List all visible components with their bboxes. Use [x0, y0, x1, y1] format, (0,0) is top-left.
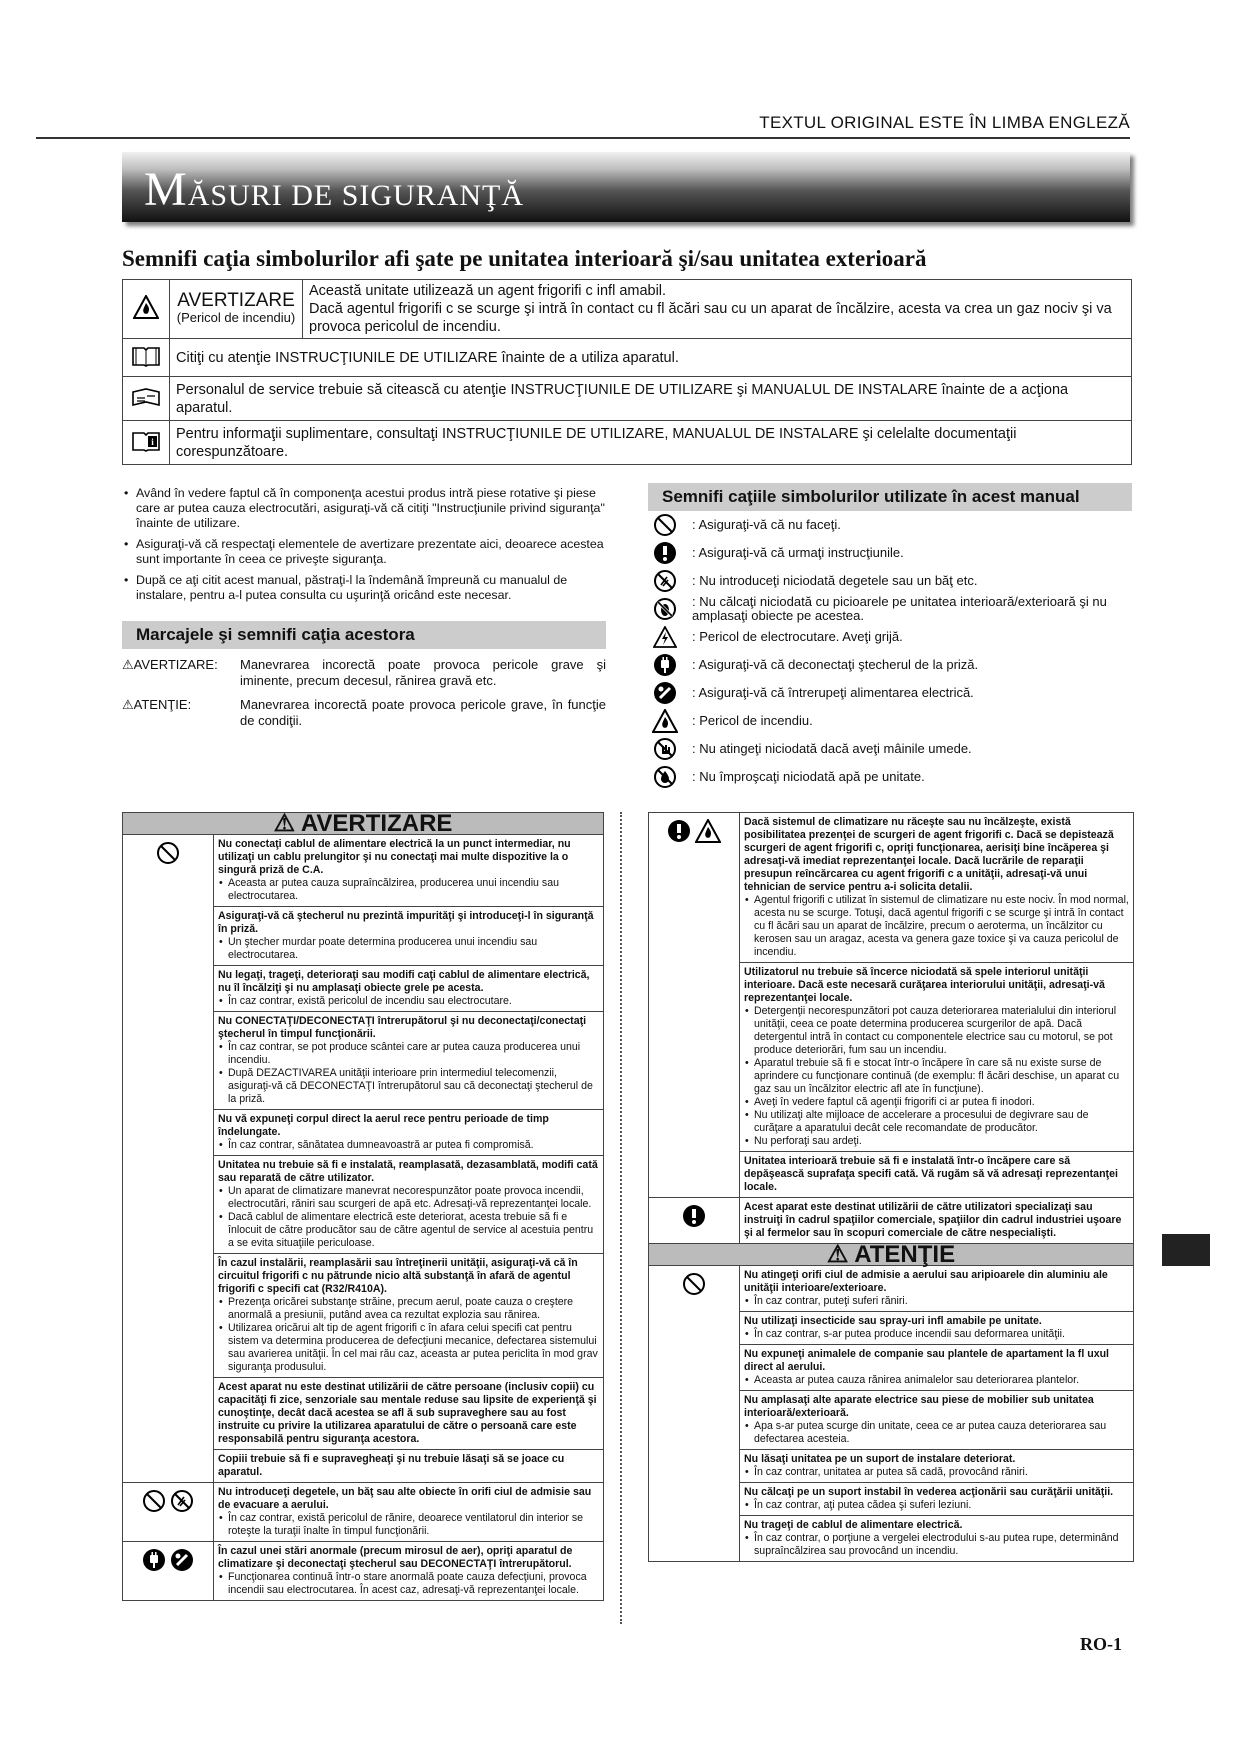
item-detail: • Aceasta ar putea cauza supraîncălzirea, producerea unui incendiu sau electrocutarea. — [218, 877, 599, 903]
manual-symbol-text: : Nu împroşcaţi niciodată apă pe unitate. — [692, 769, 925, 784]
item-heading: Acest aparat nu este destinat utilizării de către persoane (inclusiv copii) cu capacităţi fi zice, senzoriale sau mentale reduse sau lipsite de experienţă şi cunoştinţe, decât dacă acestea se afl ă sub supraveghere sau au fost instruite cu privire la utilizarea aparatului de către o persoană care este responsabilă pentru siguranţa acestora. — [218, 1381, 597, 1445]
electric-shock-icon — [648, 626, 682, 648]
power-off-icon — [170, 1548, 194, 1600]
fire-hazard-icon — [133, 295, 159, 319]
item-heading: Nu utilizaţi insecticide sau spray-uri infl amabile pe unitate. — [744, 1315, 1042, 1327]
table-item — [214, 1377, 603, 1449]
symbols-table — [122, 279, 1132, 465]
table-group — [649, 813, 1133, 1197]
manual-symbol-text: : Nu introduceţi niciodată degetele sau un băţ etc. — [692, 573, 978, 588]
item-heading: În cazul unei stări anormale (precum mirosul de aer), opriţi aparatul de climatizare şi deconectaţi ştecherul sau DECONECTAŢI întrerupătorul. — [218, 1545, 573, 1570]
group-content — [214, 835, 603, 1482]
mandatory-icon — [667, 819, 691, 1197]
item-heading: Nu conectaţi cablul de alimentare electrică la un punct intermediar, nu utilizaţi un cablu prelungitor şi nu conectaţi mai multe dispozitive la o singură priză de C.A. — [218, 838, 571, 876]
fire-hazard-icon — [695, 819, 721, 1197]
warning-label: AVERTIZARE — [177, 290, 295, 311]
table-item — [214, 1253, 603, 1377]
table-item — [740, 813, 1133, 962]
symbols-row-icon-cell — [123, 377, 170, 421]
item-heading: Nu legaţi, trageţi, deterioraţi sau modifi caţi cablul de alimentare electrică, nu îl încălziţi şi nu amplasaţi obiecte grele pe acesta. — [218, 969, 590, 994]
table-group — [649, 1197, 1133, 1243]
manual-symbol-text: : Asiguraţi-vă că nu faceţi. — [692, 517, 841, 532]
info-manual-icon — [131, 429, 161, 453]
fire-hazard-icon — [648, 709, 682, 733]
table-item — [740, 1449, 1133, 1482]
group-content — [214, 1483, 603, 1541]
power-off-icon — [648, 681, 682, 705]
symbols-row-info — [123, 421, 1132, 465]
item-heading: Nu atingeţi orifi ciul de admisie a aerului sau aripioarele din aluminiu ale unităţii interioare/exterioare. — [744, 1269, 1108, 1294]
group-icons — [123, 1483, 214, 1541]
table-item — [740, 1515, 1133, 1561]
table-item — [740, 1151, 1133, 1197]
table-item — [214, 1109, 603, 1155]
item-detail: • Detergenţii necorespunzători pot cauza deteriorarea materialului din interiorul unităţii, ceea ce poate determina producerea scurgerilor de apă. Dacă detergentul intră în contact cu componentele electrice sau cu motorul, se pot produce deteriorări, fum sau un incendiu. — [744, 1005, 1129, 1057]
item-detail: • Nu utilizaţi alte mijloace de accelerare a procesului de degivrare sau de curăţare a aparatului decât cele recomandate de producător. — [744, 1109, 1129, 1135]
group-content — [740, 1266, 1133, 1561]
mandatory-icon — [682, 1204, 706, 1243]
item-detail: • Dacă cablul de alimentare electrică este deteriorat, acesta trebuie să fi e înlocuit de către producător sau de către agentul de service al acestuia pentru a se evita situaţiile periculoase. — [218, 1211, 599, 1250]
no-wet-hands-icon — [648, 737, 682, 761]
page-side-tab — [1162, 1234, 1210, 1266]
item-detail: • În caz contrar, unitatea ar putea să cadă, provocând răniri. — [744, 1466, 1129, 1479]
item-detail: • În caz contrar, o porţiune a vergelei electrodului s-au putea rupe, determinând supraîncălzirea sau provocând un incendiu. — [744, 1532, 1129, 1558]
unplug-icon — [648, 653, 682, 677]
manual-symbol-text: : Nu călcaţi niciodată cu picioarele pe unitatea interioară/exterioară şi nu amplasaţi obiecte pe acestea. — [692, 594, 1107, 623]
table-group — [123, 835, 603, 1482]
group-content — [740, 1198, 1133, 1243]
svg-text:i: i — [151, 436, 154, 447]
mark-text: Manevrarea incorectă poate provoca pericole grave şi iminente, precum decesul, rănirea gravă etc. — [240, 657, 606, 688]
item-detail: • În caz contrar, se pot produce scântei care ar putea cauza producerea unui incendiu. — [218, 1041, 599, 1067]
symbols-line: Dacă agentul frigorifi c se scurge şi intră în contact cu fl ăcări sau cu un aparat de încălzire, acesta va crea un gaz nociv şi va provoca pericolul de incendiu. — [309, 301, 1112, 335]
manual-symbol-text: : Asiguraţi-vă că întrerupeţi alimentarea electrică. — [692, 685, 974, 700]
manual-symbol-row — [648, 651, 1132, 679]
table-group — [649, 1266, 1133, 1561]
table-item — [214, 1483, 603, 1541]
item-heading: Nu vă expuneţi corpul direct la aerul rece pentru perioade de timp îndelungate. — [218, 1113, 549, 1138]
item-detail: • Aparatul trebuie să fi e stocat într-o încăpere în care să nu existe surse de aprindere cu funcţionare continuă (de exemplu: fl ăcări deschise, un aparat cu gaz sau un încălzitor electric afl ate în funcţiune). — [744, 1057, 1129, 1096]
symbols-section-title: Semnifi caţia simbolurilor afi şate pe unitatea interioară şi/sau unitatea exterioară — [122, 246, 927, 271]
manual-symbol-row — [648, 707, 1132, 735]
symbols-row-text: Personalul de service trebuie să citească cu atenţie INSTRUCŢIUNILE DE UTILIZARE şi MANUALUL DE INSTALARE înainte de a acţiona aparatul. — [170, 377, 1132, 421]
page-number: RO-1 — [1080, 1634, 1122, 1654]
table-group — [123, 1541, 603, 1600]
manual-symbol-row — [648, 511, 1132, 539]
original-language-note: TEXTUL ORIGINAL ESTE ÎN LIMBA ENGLEZĂ — [759, 113, 1130, 132]
table-item — [214, 1449, 603, 1482]
item-detail: • Apa s-ar putea scurge din unitate, ceea ce ar putea cauza deteriorarea sau defectarea acesteia. — [744, 1420, 1129, 1446]
item-heading: Nu expuneţi animalele de companie sau plantele de apartament la fl uxul direct al aerului. — [744, 1348, 1109, 1373]
unplug-icon — [142, 1548, 166, 1600]
intro-bullets — [122, 486, 606, 609]
warning-table — [122, 812, 604, 1601]
mark-label: ATENŢIE: — [133, 697, 192, 712]
symbols-row-service — [123, 377, 1132, 421]
item-heading: Nu CONECTAŢI/DECONECTAŢI întrerupătorul şi nu deconectaţi/conectaţi ştecherul în timpul funcţionării. — [218, 1015, 587, 1040]
mark-label-cell — [122, 657, 240, 689]
manual-symbol-text: : Pericol de incendiu. — [692, 713, 813, 728]
caution-table-title: ATENŢIE — [854, 1241, 956, 1268]
item-detail: • Aveţi în vedere faptul că agenţii frigorifi ci ar putea fi inodori. — [744, 1096, 1129, 1109]
table-item — [214, 1542, 603, 1600]
item-detail: • Un ştecher murdar poate determina producerea unui incendiu sau electrocutarea. — [218, 936, 599, 962]
mark-row-caution — [122, 697, 606, 729]
symbols-row-icon-cell — [123, 280, 170, 339]
manual-symbols-title: Semnifi caţiile simbolurilor utilizate în acest manual — [648, 483, 1132, 511]
table-item — [740, 1482, 1133, 1515]
table-item — [214, 1155, 603, 1253]
warning-triangle-icon: ⚠ — [826, 1241, 855, 1268]
item-heading: Asiguraţi-vă că ştecherul nu prezintă impurităţi şi introduceţi-l în siguranţă în priză. — [218, 910, 594, 935]
item-heading: Nu introduceţi degetele, un băţ sau alte obiecte în orifi ciul de admisie sau de evacuare a aerului. — [218, 1486, 592, 1511]
item-heading: Acest aparat este destinat utilizării de către utilizatori specializaţi sau instruiţi în cadrul spaţiilor comerciale, spaţiilor din cadrul industriei uşoare şi al fermelor sau în scopuri comerciale de către nespecialişti. — [744, 1201, 1122, 1239]
column-divider — [620, 812, 622, 1624]
intro-bullet: • Asiguraţi-vă că respectaţi elementele de avertizare prezentate aici, deoarece acestea sunt importante în ceea ce priveşte siguranţa. — [122, 537, 606, 567]
no-step-icon — [648, 597, 682, 621]
item-heading: Utilizatorul nu trebuie să încerce niciodată să spele interiorul unităţii interioare. Dacă este necesară curăţarea interiorului unităţii, adresaţi-vă reprezentanţei locale. — [744, 966, 1105, 1004]
intro-bullet: • Având în vedere faptul că în componenţa acestui produs intră piese rotative şi piese care ar putea cauza electrocutări, asiguraţi-vă că citiţi "Instrucţiunile privind siguranţa" înainte de utilizare. — [122, 486, 606, 531]
item-heading: Copiii trebuie să fi e supravegheaţi şi nu trebuie lăsaţi să se joace cu aparatul. — [218, 1453, 565, 1478]
table-item — [214, 906, 603, 965]
group-icons — [123, 835, 214, 1482]
item-detail: • În caz contrar, există pericolul de incendiu sau electrocutare. — [218, 995, 599, 1008]
manual-symbol-row — [648, 567, 1132, 595]
item-heading: Unitatea nu trebuie să fi e instalată, reamplasată, dezasamblată, modifi cată sau reparată de către utilizator. — [218, 1159, 598, 1184]
table-item — [740, 1266, 1133, 1311]
group-content — [740, 813, 1133, 1197]
item-detail: • Nu perforaţi sau ardeţi. — [744, 1135, 1129, 1148]
manual-symbol-row — [648, 623, 1132, 651]
header-rule — [36, 137, 1130, 139]
warning-table-title: AVERTIZARE — [300, 810, 453, 837]
right-warning-groups — [649, 813, 1133, 1243]
table-item — [740, 1390, 1133, 1449]
table-item — [740, 1198, 1133, 1243]
table-item — [740, 1344, 1133, 1390]
warning-label-cell — [170, 280, 303, 339]
no-water-icon — [648, 765, 682, 789]
symbols-line: Această unitate utilizează un agent frigorifi c infl amabil. — [309, 283, 667, 299]
warning-table-header — [123, 810, 603, 837]
group-icons — [649, 1198, 740, 1243]
item-detail: • În caz contrar, s-ar putea produce incendii sau deformarea unităţii. — [744, 1328, 1129, 1341]
page-title-initial: M — [144, 163, 188, 216]
group-icons — [123, 1542, 214, 1600]
table-group — [123, 1482, 603, 1541]
item-detail: • Agentul frigorifi c utilizat în sistemul de climatizare nu este nociv. În mod normal, acesta nu se scurge. Totuşi, dacă agentul frigorifi c se scurge şi intră în contact cu fl ăcări sau un aparat de încălzire, precum o aeroterma, un încălzitor cu kerosen sau un aragaz, acesta va genera gaze toxice şi va cauza pericolul de incendiu. — [744, 894, 1129, 959]
item-detail: • După DEZACTIVAREA unităţii interioare prin intermediul telecomenzii, asiguraţi-vă că DECONECTAŢI întrerupătorul sau că deconectaţi ştecherul de la priză. — [218, 1067, 599, 1106]
warning-triangle-icon: ⚠ — [273, 810, 301, 837]
manual-book-icon — [131, 345, 161, 367]
item-heading: În cazul instalării, reamplasării sau întreţinerii unităţii, asiguraţi-vă că în circuitul frigorifi c nu pătrunde nicio altă substanţă în afară de agentul frigorifi c specifi cat (R32/R410A). — [218, 1257, 578, 1295]
mark-label-cell — [122, 697, 240, 729]
caution-groups — [649, 1266, 1133, 1561]
right-warning-table — [648, 812, 1134, 1562]
mark-row-warning — [122, 657, 606, 689]
mark-label: AVERTIZARE: — [133, 657, 218, 672]
group-icons — [649, 1266, 740, 1561]
symbols-row-manual — [123, 339, 1132, 377]
table-item — [740, 1311, 1133, 1344]
item-detail: • Prezenţa oricărei substanţe străine, precum aerul, poate cauza o creştere anormală a presiunii, putând avea ca rezultat explozia sau rănirea. — [218, 1296, 599, 1322]
item-heading: Nu călcaţi pe un suport instabil în vederea acţionării sau curăţării unităţii. — [744, 1486, 1114, 1498]
symbols-row-text — [303, 280, 1132, 339]
table-item — [214, 965, 603, 1011]
intro-bullet: • După ce aţi citit acest manual, păstraţi-l la îndemână împreună cu manualul de instalare, pentru a-l putea consulta cu uşurinţă oricând este necesar. — [122, 573, 606, 603]
symbols-row-icon-cell — [123, 339, 170, 377]
symbols-row-text: Pentru informaţii suplimentare, consultaţi INSTRUCŢIUNILE DE UTILIZARE, MANUALUL DE INSTALARE şi celelalte documentaţii corespunzătoare. — [170, 421, 1132, 465]
manual-symbols-list — [648, 511, 1132, 791]
caution-table-header — [649, 1243, 1133, 1266]
item-detail: • Funcţionarea continuă într-o stare anormală poate cauza defecţiuni, provoca incendii sau electrocutarea. În acest caz, adresaţi-vă reprezentanţei locale. — [218, 1571, 599, 1597]
item-detail: • În caz contrar, există pericolul de rănire, deoarece ventilatorul din interior se roteşte la turaţii înalte în timpul funcţionării. — [218, 1512, 599, 1538]
manual-symbol-row — [648, 679, 1132, 707]
marks-section-title: Marcajele şi semnifi caţia acestora — [122, 621, 606, 649]
manual-symbol-text: : Asiguraţi-vă că urmaţi instrucţiunile. — [692, 545, 904, 560]
service-manual-icon — [131, 386, 161, 408]
no-fingers-icon — [170, 1489, 194, 1541]
item-heading: Unitatea interioară trebuie să fi e instalată într-o încăpere care să depăşească suprafaţa specifi cată. Vă rugăm să vă adresaţi reprezentanţei locale. — [744, 1155, 1118, 1193]
warning-sublabel: (Pericol de incendiu) — [176, 310, 296, 325]
table-item — [740, 962, 1133, 1151]
warning-groups — [123, 835, 603, 1600]
prohibited-icon — [142, 1489, 166, 1541]
group-icons — [649, 813, 740, 1197]
mandatory-icon — [648, 541, 682, 565]
manual-symbol-row — [648, 539, 1132, 567]
symbols-row-icon-cell — [123, 421, 170, 465]
prohibited-icon — [682, 1272, 706, 1561]
page-title — [144, 162, 524, 217]
manual-symbol-text: : Nu atingeţi niciodată dacă aveţi mâinile umede. — [692, 741, 972, 756]
table-item — [214, 1011, 603, 1109]
item-heading: Nu lăsaţi unitatea pe un suport de instalare deteriorat. — [744, 1453, 1016, 1465]
mark-text: Manevrarea incorectă poate provoca pericole grave, în funcţie de condiţii. — [240, 697, 606, 728]
page-title-rest: ĂSURI DE SIGURANŢĂ — [187, 179, 525, 212]
warning-triangle-icon: ⚠ — [122, 697, 134, 712]
item-detail: • În caz contrar, puteţi suferi răniri. — [744, 1295, 1129, 1308]
symbols-row-text: Citiţi cu atenţie INSTRUCŢIUNILE DE UTILIZARE înainte de a utiliza aparatul. — [170, 339, 1132, 377]
warning-triangle-icon: ⚠ — [122, 657, 134, 672]
prohibited-icon — [648, 513, 682, 537]
manual-symbol-row — [648, 595, 1132, 623]
manual-symbol-text: : Pericol de electrocutare. Aveţi grijă. — [692, 629, 903, 644]
item-heading: Dacă sistemul de climatizare nu răceşte sau nu încălzeşte, există posibilitatea prezenţei de scurgeri de agent frigorifi c. Dacă se depistează scurgeri de agent frigorifi c, opriţi funcţionarea, aerisiţi bine încăperea şi adresaţi-vă imediat reprezentanţei locale. Dacă lucrările de reparaţii presupun reîncărcarea cu agent frigorifi c a unităţii, adresaţi-vă unui tehnician de service pentru a-i solicita detalii. — [744, 816, 1114, 893]
item-detail: • Aceasta ar putea cauza rănirea animalelor sau deteriorarea plantelor. — [744, 1374, 1129, 1387]
manual-symbol-text: : Asiguraţi-vă că deconectaţi ştecherul de la priză. — [692, 657, 979, 672]
item-detail: • În caz contrar, aţi putea cădea şi suferi leziuni. — [744, 1499, 1129, 1512]
manual-symbol-row — [648, 763, 1132, 791]
item-detail: • Utilizarea oricărui alt tip de agent frigorifi c în afara celui specifi cat pentru sistem va determina producerea de defecţiuni mecanice, defectarea sistemului sau avarierea unităţii. În cel mai rău caz, aceasta ar putea periclita în mod grav siguranţa produsului. — [218, 1322, 599, 1374]
item-heading: Nu trageţi de cablul de alimentare electrică. — [744, 1519, 963, 1531]
item-detail: • Un aparat de climatizare manevrat necorespunzător poate provoca incendii, electrocutări, răniri sau scurgeri de apă etc. Adresaţi-vă reprezentanţei locale. — [218, 1185, 599, 1211]
prohibited-icon — [156, 841, 180, 1482]
item-detail: • În caz contrar, sănătatea dumneavoastră ar putea fi compromisă. — [218, 1139, 599, 1152]
symbols-row-warning — [123, 280, 1132, 339]
marks-section — [122, 621, 606, 729]
no-fingers-icon — [648, 569, 682, 593]
manual-symbol-row — [648, 735, 1132, 763]
manual-symbols-section — [648, 483, 1132, 791]
item-heading: Nu amplasaţi alte aparate electrice sau piese de mobilier sub unitatea interioară/exterioară. — [744, 1394, 1094, 1419]
table-item — [214, 835, 603, 906]
group-content — [214, 1542, 603, 1600]
